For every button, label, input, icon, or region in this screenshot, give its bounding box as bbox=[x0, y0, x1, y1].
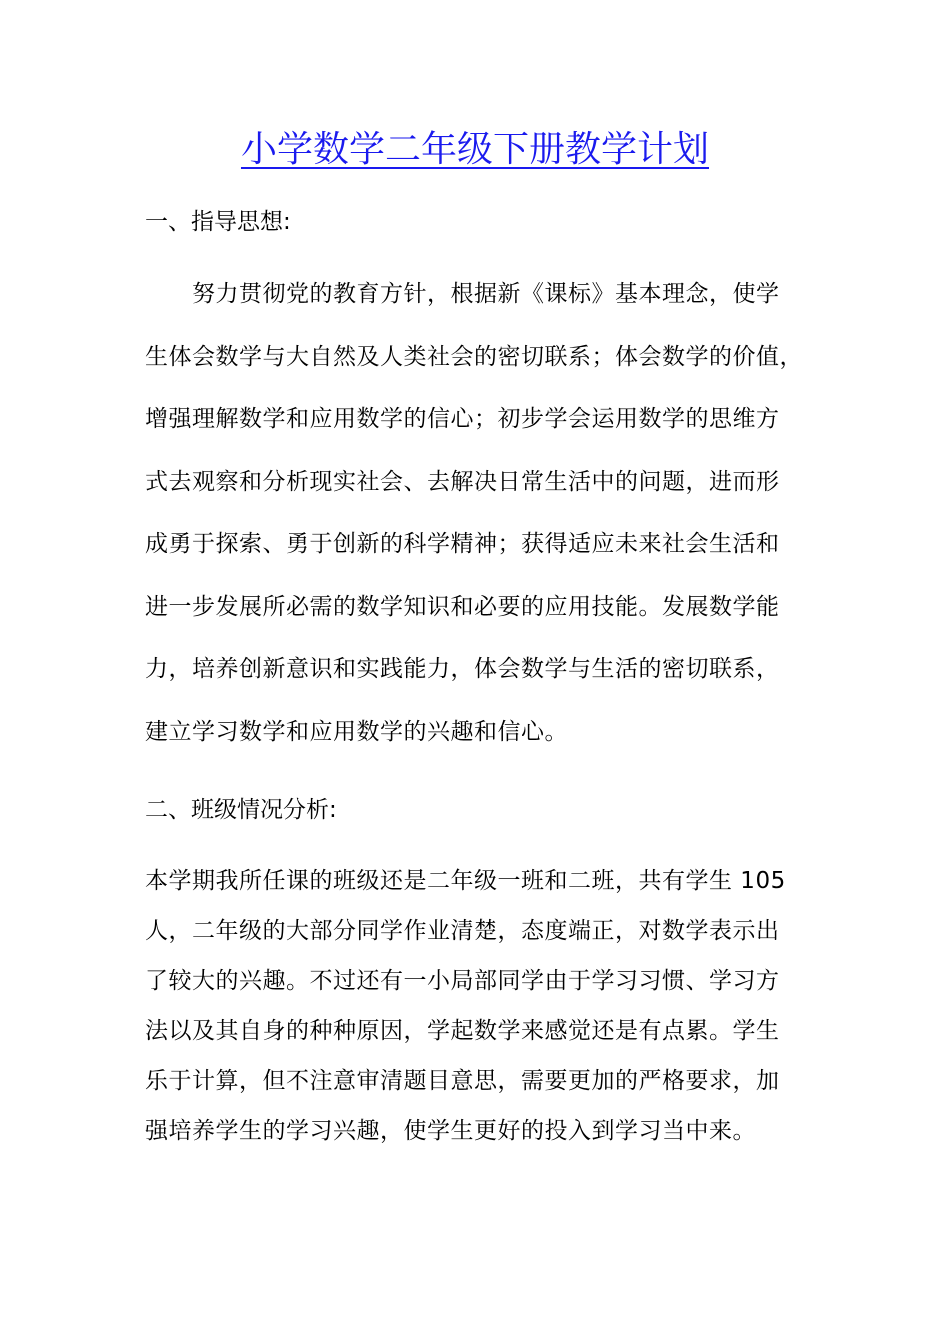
document-title[interactable]: 小学数学二年级下册教学计划 bbox=[240, 129, 709, 170]
section-paragraph-class-analysis bbox=[145, 856, 845, 1156]
paragraph-line: 乐于计算，但不注意审清题目意思，需要更加的严格要求，加 bbox=[145, 1068, 780, 1094]
section-heading-class-analysis: 二、班级情况分析: bbox=[145, 797, 337, 823]
paragraph-line: 成勇于探索、勇于创新的科学精神；获得适应未来社会生活和 bbox=[145, 531, 780, 557]
paragraph-line: 生体会数学与大自然及人类社会的密切联系；体会数学的价值， bbox=[145, 343, 803, 370]
paragraph-line: 式去观察和分析现实社会、去解决日常生活中的问题，进而形 bbox=[145, 468, 780, 495]
paragraph-line: 强培养学生的学习兴趣，使学生更好的投入到学习当中来。 bbox=[145, 1118, 756, 1144]
section-heading-guiding-ideology: 一、指导思想: bbox=[145, 209, 291, 235]
paragraph-line: 努力贯彻党的教育方针，根据新《课标》基本理念，使学 bbox=[192, 281, 780, 307]
paragraph-line: 本学期我所任课的班级还是二年级一班和二班，共有学生 105 bbox=[145, 868, 786, 894]
paragraph-line: 增强理解数学和应用数学的信心；初步学会运用数学的思维方 bbox=[145, 406, 780, 432]
paragraph-line: 法以及其自身的种种原因，学起数学来感觉还是有点累。学生 bbox=[145, 1018, 780, 1044]
paragraph-line: 力，培养创新意识和实践能力，体会数学与生活的密切联系， bbox=[145, 656, 780, 682]
paragraph-line: 建立学习数学和应用数学的兴趣和信心。 bbox=[145, 718, 568, 745]
section-paragraph-guiding-ideology bbox=[145, 263, 845, 763]
paragraph-line: 人，二年级的大部分同学作业清楚，态度端正，对数学表示出 bbox=[145, 918, 780, 944]
paragraph-line: 了较大的兴趣。不过还有一小局部同学由于学习习惯、学习方 bbox=[145, 968, 780, 994]
paragraph-line: 进一步发展所必需的数学知识和必要的应用技能。发展数学能 bbox=[145, 593, 780, 620]
